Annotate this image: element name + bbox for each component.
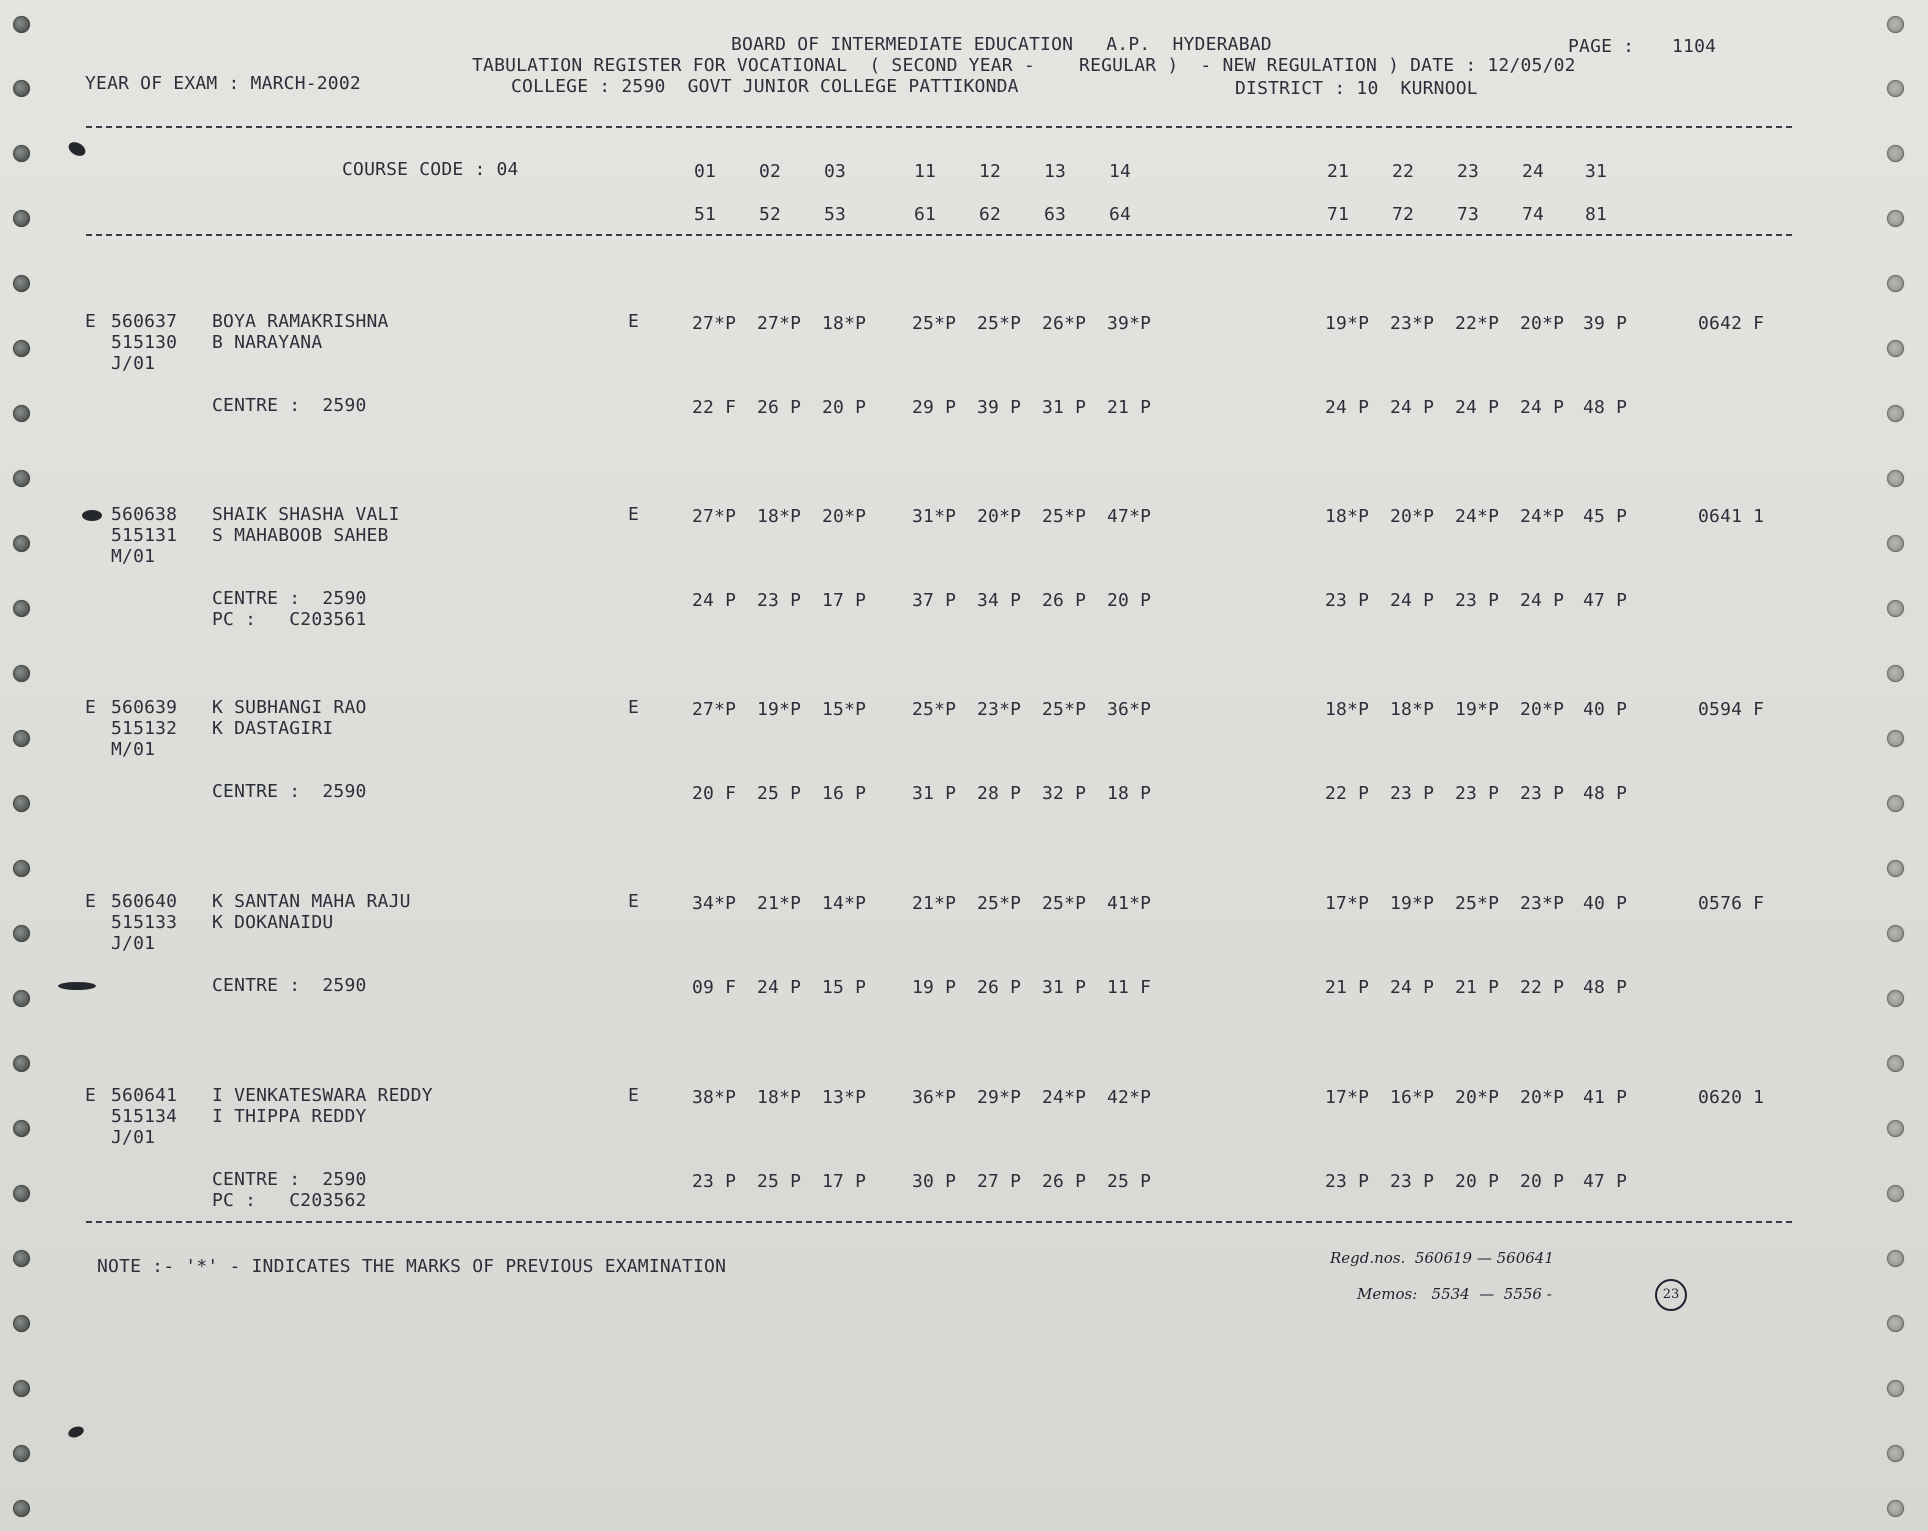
registration-number: 515133	[111, 912, 178, 933]
hall-ticket-number: 560637	[111, 311, 178, 332]
marks-cell: 26 P	[1042, 590, 1087, 611]
marks-cell: 24 P	[1390, 977, 1435, 998]
marks-cell: 22 P	[1325, 783, 1370, 804]
feed-hole	[13, 925, 30, 942]
college-line: COLLEGE : 2590 GOVT JUNIOR COLLEGE PATTIKONDA	[511, 76, 1019, 97]
feed-hole	[13, 990, 30, 1007]
feed-hole	[13, 405, 30, 422]
subject-code: 71	[1327, 204, 1350, 225]
marks-cell: 24 P	[757, 977, 802, 998]
marks-cell: 26 P	[977, 977, 1022, 998]
marks-cell: 39*P	[1107, 313, 1152, 334]
marks-cell: 17 P	[822, 590, 867, 611]
marks-cell: 15*P	[822, 699, 867, 720]
marks-cell: 39 P	[977, 397, 1022, 418]
medium-code: E	[628, 891, 640, 912]
page-number: 1104	[1672, 36, 1717, 57]
category-code: M/01	[111, 546, 156, 567]
subject-code: 74	[1522, 204, 1545, 225]
student-name: K SUBHANGI RAO	[212, 697, 367, 718]
feed-hole	[13, 600, 30, 617]
course-code-label: COURSE CODE : 04	[342, 159, 519, 180]
marks-cell: 25*P	[1455, 893, 1500, 914]
marks-cell: 29 P	[912, 397, 957, 418]
marks-cell: 20 P	[822, 397, 867, 418]
subject-code: 81	[1585, 204, 1608, 225]
feed-hole	[1887, 1185, 1904, 1202]
feed-hole	[13, 1120, 30, 1137]
marks-cell: 18*P	[1390, 699, 1435, 720]
marks-cell: 45 P	[1583, 506, 1628, 527]
student-name: BOYA RAMAKRISHNA	[212, 311, 389, 332]
marks-cell: 23 P	[692, 1171, 737, 1192]
marks-cell: 32 P	[1042, 783, 1087, 804]
centre-label: CENTRE : 2590	[212, 781, 367, 802]
student-name: K SANTAN MAHA RAJU	[212, 891, 411, 912]
centre-label: CENTRE : 2590	[212, 395, 367, 416]
father-name: S MAHABOOB SAHEB	[212, 525, 389, 546]
pc-number: PC : C203561	[212, 609, 367, 630]
marks-cell: 17*P	[1325, 1087, 1370, 1108]
marks-cell: 47 P	[1583, 590, 1628, 611]
total-and-result: 0576 F	[1698, 893, 1765, 914]
marks-cell: 40 P	[1583, 893, 1628, 914]
ink-blot	[67, 1425, 85, 1440]
registration-number: 515130	[111, 332, 178, 353]
subject-code: 73	[1457, 204, 1480, 225]
feed-hole	[1887, 1445, 1904, 1462]
marks-cell: 19*P	[757, 699, 802, 720]
total-and-result: 0620 1	[1698, 1087, 1765, 1108]
feed-hole	[1887, 1120, 1904, 1137]
subject-code: 11	[914, 161, 937, 182]
feed-hole	[13, 1500, 30, 1517]
subject-code: 22	[1392, 161, 1415, 182]
student-name: SHAIK SHASHA VALI	[212, 504, 400, 525]
feed-hole	[1887, 730, 1904, 747]
marks-cell: 21 P	[1455, 977, 1500, 998]
left-tractor-feed-holes	[8, 0, 38, 1531]
marks-cell: 31 P	[1042, 397, 1087, 418]
medium-code: E	[628, 504, 640, 525]
marks-cell: 21*P	[912, 893, 957, 914]
marks-cell: 39 P	[1583, 313, 1628, 334]
ticket-prefix: E	[85, 697, 97, 718]
marks-cell: 23 P	[1520, 783, 1565, 804]
marks-cell: 27*P	[692, 699, 737, 720]
marks-cell: 23 P	[1325, 1171, 1370, 1192]
marks-cell: 23*P	[1520, 893, 1565, 914]
subject-code: 01	[694, 161, 717, 182]
subject-code: 64	[1109, 204, 1132, 225]
marks-cell: 16 P	[822, 783, 867, 804]
marks-cell: 18*P	[1325, 506, 1370, 527]
feed-hole	[1887, 1315, 1904, 1332]
feed-hole	[1887, 1380, 1904, 1397]
marks-cell: 23 P	[757, 590, 802, 611]
feed-hole	[13, 210, 30, 227]
marks-cell: 24 P	[1325, 397, 1370, 418]
marks-cell: 15 P	[822, 977, 867, 998]
marks-cell: 20*P	[1520, 699, 1565, 720]
feed-hole	[1887, 600, 1904, 617]
handwritten-circled-count: 23	[1655, 1279, 1687, 1311]
marks-cell: 25 P	[757, 1171, 802, 1192]
hall-ticket-number: 560638	[111, 504, 178, 525]
marks-cell: 24 P	[1390, 397, 1435, 418]
marks-cell: 19*P	[1455, 699, 1500, 720]
subject-code: 72	[1392, 204, 1415, 225]
feed-hole	[13, 470, 30, 487]
marks-cell: 27*P	[692, 506, 737, 527]
marks-cell: 31*P	[912, 506, 957, 527]
marks-cell: 23*P	[1390, 313, 1435, 334]
marks-cell: 17 P	[822, 1171, 867, 1192]
header-divider	[86, 126, 1792, 128]
marks-cell: 22 P	[1520, 977, 1565, 998]
marks-cell: 20*P	[1390, 506, 1435, 527]
marks-cell: 24 P	[1520, 397, 1565, 418]
page-label: PAGE :	[1568, 36, 1635, 57]
subject-code: 13	[1044, 161, 1067, 182]
medium-code: E	[628, 697, 640, 718]
subject-code: 61	[914, 204, 937, 225]
student-name: I VENKATESWARA REDDY	[212, 1085, 433, 1106]
marks-cell: 24*P	[1455, 506, 1500, 527]
feed-hole	[1887, 275, 1904, 292]
hall-ticket-number: 560641	[111, 1085, 178, 1106]
feed-hole	[1887, 1500, 1904, 1517]
marks-cell: 25*P	[912, 313, 957, 334]
subject-code: 24	[1522, 161, 1545, 182]
column-header-divider	[86, 234, 1792, 236]
marks-cell: 24 P	[1520, 590, 1565, 611]
marks-cell: 18*P	[822, 313, 867, 334]
feed-hole	[1887, 80, 1904, 97]
marks-cell: 48 P	[1583, 397, 1628, 418]
marks-cell: 25*P	[1042, 699, 1087, 720]
feed-hole	[1887, 16, 1904, 33]
feed-hole	[1887, 145, 1904, 162]
marks-cell: 25 P	[757, 783, 802, 804]
feed-hole	[13, 1185, 30, 1202]
marks-cell: 18*P	[757, 506, 802, 527]
subject-code: 21	[1327, 161, 1350, 182]
feed-hole	[13, 1445, 30, 1462]
total-and-result: 0594 F	[1698, 699, 1765, 720]
feed-hole	[1887, 925, 1904, 942]
total-and-result: 0642 F	[1698, 313, 1765, 334]
medium-code: E	[628, 1085, 640, 1106]
ink-blot	[66, 139, 88, 158]
feed-hole	[1887, 535, 1904, 552]
marks-cell: 20 P	[1520, 1171, 1565, 1192]
marks-cell: 13*P	[822, 1087, 867, 1108]
marks-cell: 25*P	[1042, 893, 1087, 914]
subject-code: 02	[759, 161, 782, 182]
feed-hole	[13, 730, 30, 747]
feed-hole	[1887, 405, 1904, 422]
feed-hole	[13, 1250, 30, 1267]
marks-cell: 21 P	[1107, 397, 1152, 418]
district-line: DISTRICT : 10 KURNOOL	[1235, 78, 1478, 99]
marks-cell: 20 P	[1455, 1171, 1500, 1192]
marks-cell: 42*P	[1107, 1087, 1152, 1108]
marks-cell: 23 P	[1455, 590, 1500, 611]
marks-cell: 40 P	[1583, 699, 1628, 720]
feed-hole	[1887, 210, 1904, 227]
marks-cell: 36*P	[1107, 699, 1152, 720]
feed-hole	[1887, 340, 1904, 357]
ink-blot	[82, 510, 102, 521]
registration-number: 515131	[111, 525, 178, 546]
marks-cell: 38*P	[692, 1087, 737, 1108]
marks-cell: 25*P	[977, 893, 1022, 914]
marks-cell: 11 F	[1107, 977, 1152, 998]
marks-cell: 41 P	[1583, 1087, 1628, 1108]
feed-hole	[13, 275, 30, 292]
marks-cell: 25*P	[977, 313, 1022, 334]
marks-cell: 24 P	[692, 590, 737, 611]
subject-code: 14	[1109, 161, 1132, 182]
registration-number: 515132	[111, 718, 178, 739]
marks-cell: 48 P	[1583, 783, 1628, 804]
ticket-prefix: E	[85, 311, 97, 332]
marks-cell: 25*P	[912, 699, 957, 720]
marks-cell: 23 P	[1455, 783, 1500, 804]
feed-hole	[13, 145, 30, 162]
marks-cell: 19 P	[912, 977, 957, 998]
handwritten-reg-range: Regd.nos. 560619 — 560641	[1330, 1249, 1554, 1267]
marks-cell: 14*P	[822, 893, 867, 914]
marks-cell: 24*P	[1042, 1087, 1087, 1108]
marks-cell: 25 P	[1107, 1171, 1152, 1192]
marks-cell: 34*P	[692, 893, 737, 914]
father-name: K DOKANAIDU	[212, 912, 334, 933]
marks-cell: 20 P	[1107, 590, 1152, 611]
registration-number: 515134	[111, 1106, 178, 1127]
father-name: I THIPPA REDDY	[212, 1106, 367, 1127]
category-code: J/01	[111, 1127, 156, 1148]
feed-hole	[13, 16, 30, 33]
centre-label: CENTRE : 2590	[212, 588, 367, 609]
marks-cell: 18 P	[1107, 783, 1152, 804]
marks-cell: 18*P	[757, 1087, 802, 1108]
subject-code: 03	[824, 161, 847, 182]
ink-blot	[58, 982, 96, 990]
feed-hole	[13, 665, 30, 682]
feed-hole	[13, 535, 30, 552]
feed-hole	[13, 340, 30, 357]
marks-cell: 37 P	[912, 590, 957, 611]
hall-ticket-number: 560640	[111, 891, 178, 912]
marks-cell: 20*P	[1520, 313, 1565, 334]
marks-cell: 23 P	[1390, 783, 1435, 804]
marks-cell: 24 P	[1390, 590, 1435, 611]
feed-hole	[1887, 990, 1904, 1007]
year-of-exam: YEAR OF EXAM : MARCH-2002	[85, 73, 361, 94]
category-code: J/01	[111, 353, 156, 374]
marks-cell: 23 P	[1390, 1171, 1435, 1192]
category-code: M/01	[111, 739, 156, 760]
marks-cell: 20*P	[1455, 1087, 1500, 1108]
marks-cell: 20*P	[1520, 1087, 1565, 1108]
marks-cell: 34 P	[977, 590, 1022, 611]
centre-label: CENTRE : 2590	[212, 1169, 367, 1190]
marks-cell: 19*P	[1390, 893, 1435, 914]
feed-hole	[13, 860, 30, 877]
marks-cell: 09 F	[692, 977, 737, 998]
feed-hole	[1887, 1250, 1904, 1267]
marks-cell: 41*P	[1107, 893, 1152, 914]
marks-cell: 21*P	[757, 893, 802, 914]
marks-cell: 30 P	[912, 1171, 957, 1192]
marks-cell: 19*P	[1325, 313, 1370, 334]
subject-code: 51	[694, 204, 717, 225]
subject-code: 53	[824, 204, 847, 225]
marks-cell: 23*P	[977, 699, 1022, 720]
marks-cell: 36*P	[912, 1087, 957, 1108]
feed-hole	[13, 795, 30, 812]
right-tractor-feed-holes	[1882, 0, 1912, 1531]
marks-cell: 26*P	[1042, 313, 1087, 334]
category-code: J/01	[111, 933, 156, 954]
marks-cell: 48 P	[1583, 977, 1628, 998]
subject-code: 62	[979, 204, 1002, 225]
handwritten-memo-range: Memos: 5534 — 5556 -	[1357, 1285, 1552, 1303]
marks-cell: 31 P	[912, 783, 957, 804]
marks-cell: 20 F	[692, 783, 737, 804]
register-line: TABULATION REGISTER FOR VOCATIONAL ( SECOND YEAR - REGULAR ) - NEW REGULATION ) DATE : 12/05/02	[472, 55, 1576, 76]
marks-cell: 21 P	[1325, 977, 1370, 998]
subject-code: 12	[979, 161, 1002, 182]
marks-cell: 18*P	[1325, 699, 1370, 720]
board-title: BOARD OF INTERMEDIATE EDUCATION A.P. HYDERABAD	[731, 34, 1272, 55]
ticket-prefix: E	[85, 1085, 97, 1106]
marks-cell: 26 P	[1042, 1171, 1087, 1192]
hall-ticket-number: 560639	[111, 697, 178, 718]
marks-cell: 27*P	[757, 313, 802, 334]
marks-cell: 20*P	[822, 506, 867, 527]
medium-code: E	[628, 311, 640, 332]
footnote: NOTE :- '*' - INDICATES THE MARKS OF PREVIOUS EXAMINATION	[97, 1256, 727, 1277]
marks-cell: 22 F	[692, 397, 737, 418]
subject-code: 31	[1585, 161, 1608, 182]
marks-cell: 17*P	[1325, 893, 1370, 914]
total-and-result: 0641 1	[1698, 506, 1765, 527]
marks-cell: 26 P	[757, 397, 802, 418]
footer-divider	[86, 1221, 1792, 1223]
feed-hole	[1887, 795, 1904, 812]
subject-code: 52	[759, 204, 782, 225]
marks-cell: 27 P	[977, 1171, 1022, 1192]
marks-cell: 22*P	[1455, 313, 1500, 334]
marks-cell: 24*P	[1520, 506, 1565, 527]
marks-cell: 47*P	[1107, 506, 1152, 527]
pc-number: PC : C203562	[212, 1190, 367, 1211]
father-name: B NARAYANA	[212, 332, 323, 353]
feed-hole	[1887, 470, 1904, 487]
feed-hole	[1887, 860, 1904, 877]
marks-cell: 29*P	[977, 1087, 1022, 1108]
feed-hole	[1887, 1055, 1904, 1072]
marks-cell: 47 P	[1583, 1171, 1628, 1192]
centre-label: CENTRE : 2590	[212, 975, 367, 996]
marks-cell: 24 P	[1455, 397, 1500, 418]
feed-hole	[1887, 665, 1904, 682]
marks-cell: 27*P	[692, 313, 737, 334]
marks-cell: 23 P	[1325, 590, 1370, 611]
father-name: K DASTAGIRI	[212, 718, 334, 739]
subject-code: 23	[1457, 161, 1480, 182]
feed-hole	[13, 1315, 30, 1332]
marks-cell: 20*P	[977, 506, 1022, 527]
marks-cell: 28 P	[977, 783, 1022, 804]
feed-hole	[13, 1380, 30, 1397]
subject-code: 63	[1044, 204, 1067, 225]
marks-cell: 31 P	[1042, 977, 1087, 998]
marks-cell: 16*P	[1390, 1087, 1435, 1108]
feed-hole	[13, 80, 30, 97]
ticket-prefix: E	[85, 891, 97, 912]
feed-hole	[13, 1055, 30, 1072]
marks-cell: 25*P	[1042, 506, 1087, 527]
